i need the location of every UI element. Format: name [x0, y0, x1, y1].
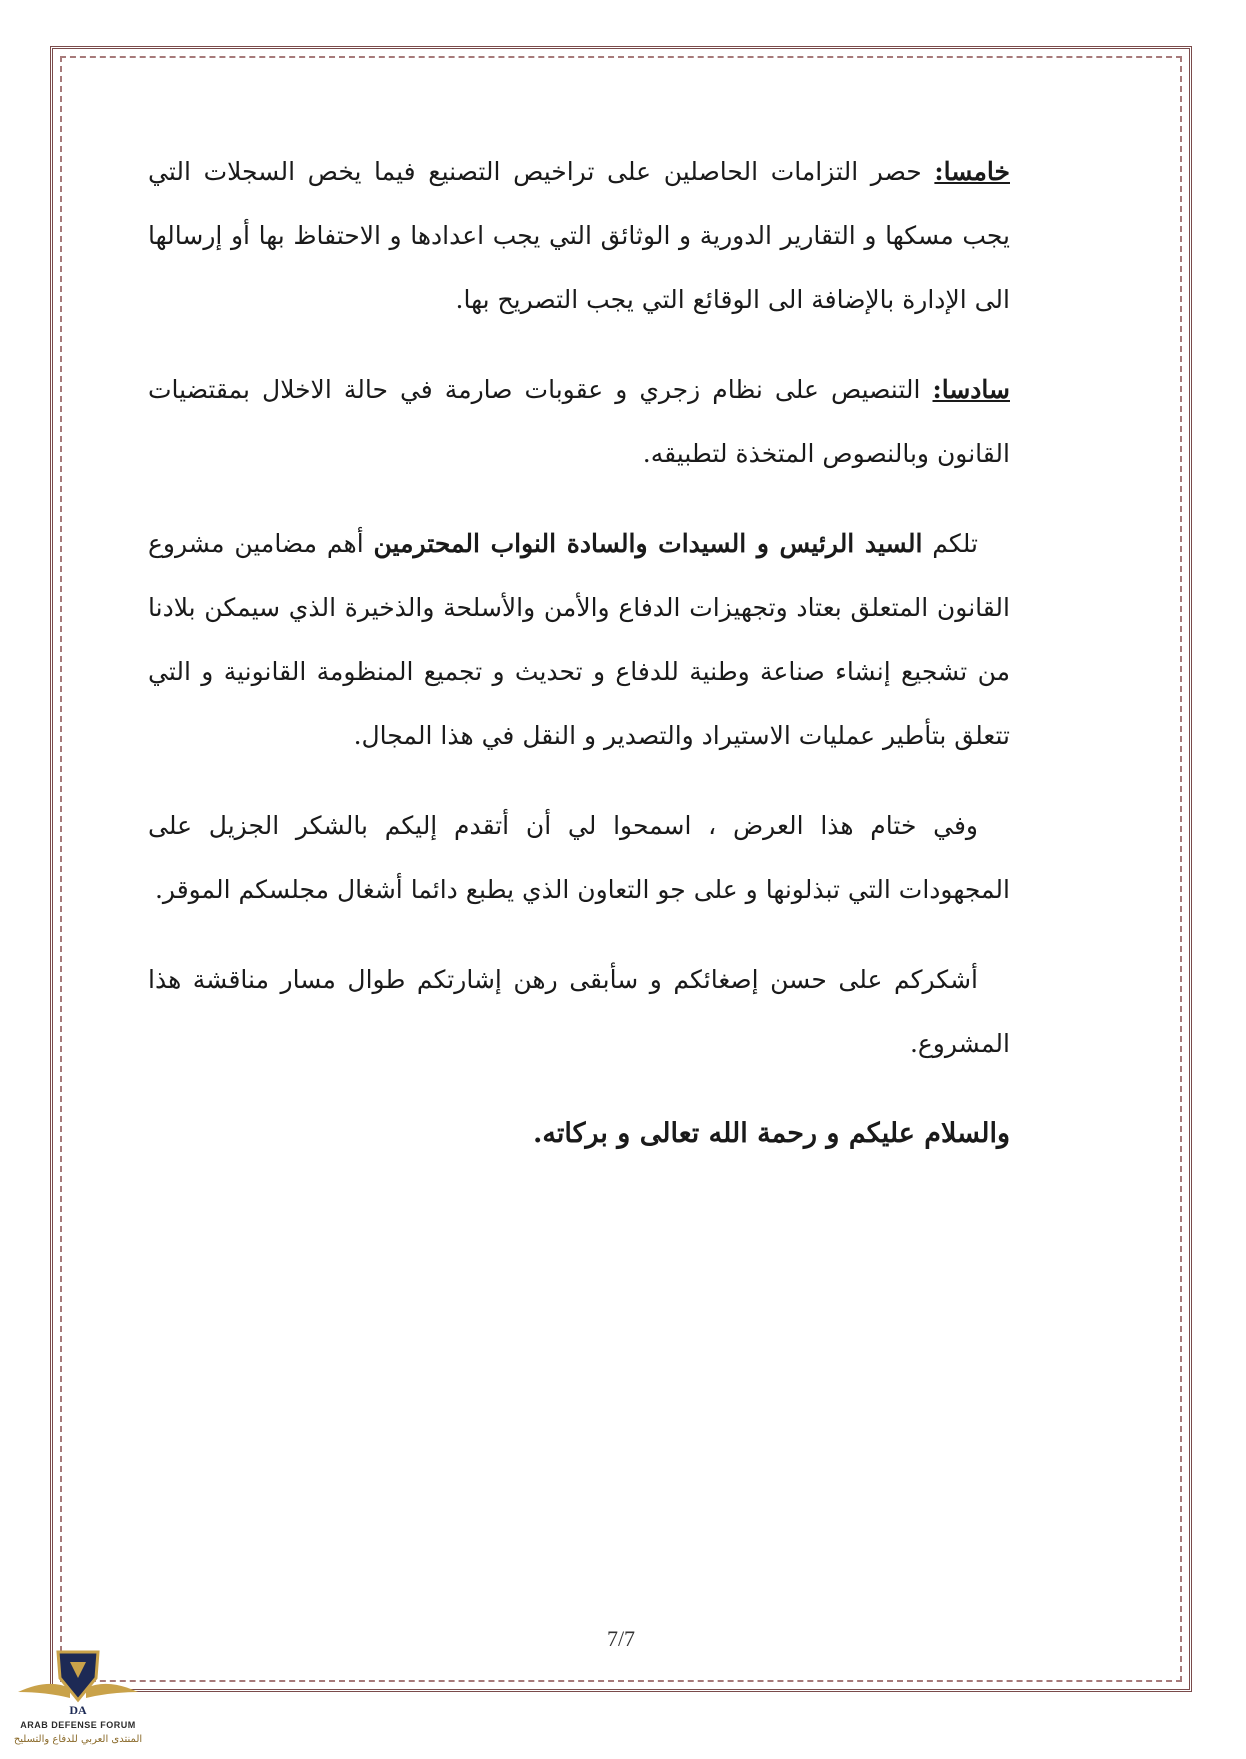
paragraph-lead: سادسا:	[932, 375, 1010, 404]
paragraph-text-before: تلكم	[922, 529, 978, 558]
paragraph-text-after: أهم مضامين مشروع القانون المتعلق بعتاد وتجهيزات الدفاع والأمن والأسلحة والذخيرة الذي سيمكن بلادنا من تشجيع إنشاء صناعة وطنية للدفاع و تحديث و تجميع المنظومة القانونية و التي تتعلق بتأطير عمليات الاستيراد والتصدير و النقل في هذا المجال.	[148, 529, 1010, 750]
paragraph-text: حصر التزامات الحاصلين على تراخيص التصنيع فيما يخص السجلات التي يجب مسكها و التقارير الدورية و الوثائق التي يجب اعدادها و الاحتفاظ بها أو إرسالها الى الإدارة بالإضافة الى الوقائع التي يجب التصريح بها.	[148, 157, 1010, 314]
paragraph-gratitude	[148, 948, 1010, 1076]
paragraph-text: التنصيص على نظام زجري و عقوبات صارمة في حالة الاخلال بمقتضيات القانون وبالنصوص المتخذة لتطبيقه.	[148, 375, 1010, 468]
paragraph-sixth	[148, 358, 1010, 486]
watermark-title-en: ARAB DEFENSE FORUM	[20, 1720, 136, 1730]
paragraph-lead: خامسا:	[934, 157, 1010, 186]
shield-wings-icon	[8, 1648, 148, 1722]
document-body	[148, 140, 1010, 1192]
paragraph-text: وفي ختام هذا العرض ، اسمحوا لي أن أتقدم إليكم بالشكر الجزيل على المجهودات التي تبذلونها و على جو التعاون الذي يطبع دائما أشغال مجلسكم الموقر.	[148, 811, 1010, 904]
closing-salutation: والسلام عليكم و رحمة الله تعالى و بركاته.	[533, 1118, 1010, 1149]
paragraph-thanks	[148, 794, 1010, 922]
paragraph-fifth	[148, 140, 1010, 332]
page-number: 7/7	[606, 1626, 636, 1651]
paragraph-summary	[148, 512, 1010, 768]
watermark-logo	[8, 1648, 148, 1756]
watermark-logo-text: DA	[69, 1703, 87, 1717]
addressee-bold: السيد الرئيس و السيدات والسادة النواب المحترمين	[373, 529, 923, 558]
watermark-title-ar: المنتدى العربي للدفاع والتسليح	[13, 1734, 143, 1745]
paragraph-text: أشكركم على حسن إصغائكم و سأبقى رهن إشارتكم طوال مسار مناقشة هذا المشروع.	[148, 965, 1010, 1058]
